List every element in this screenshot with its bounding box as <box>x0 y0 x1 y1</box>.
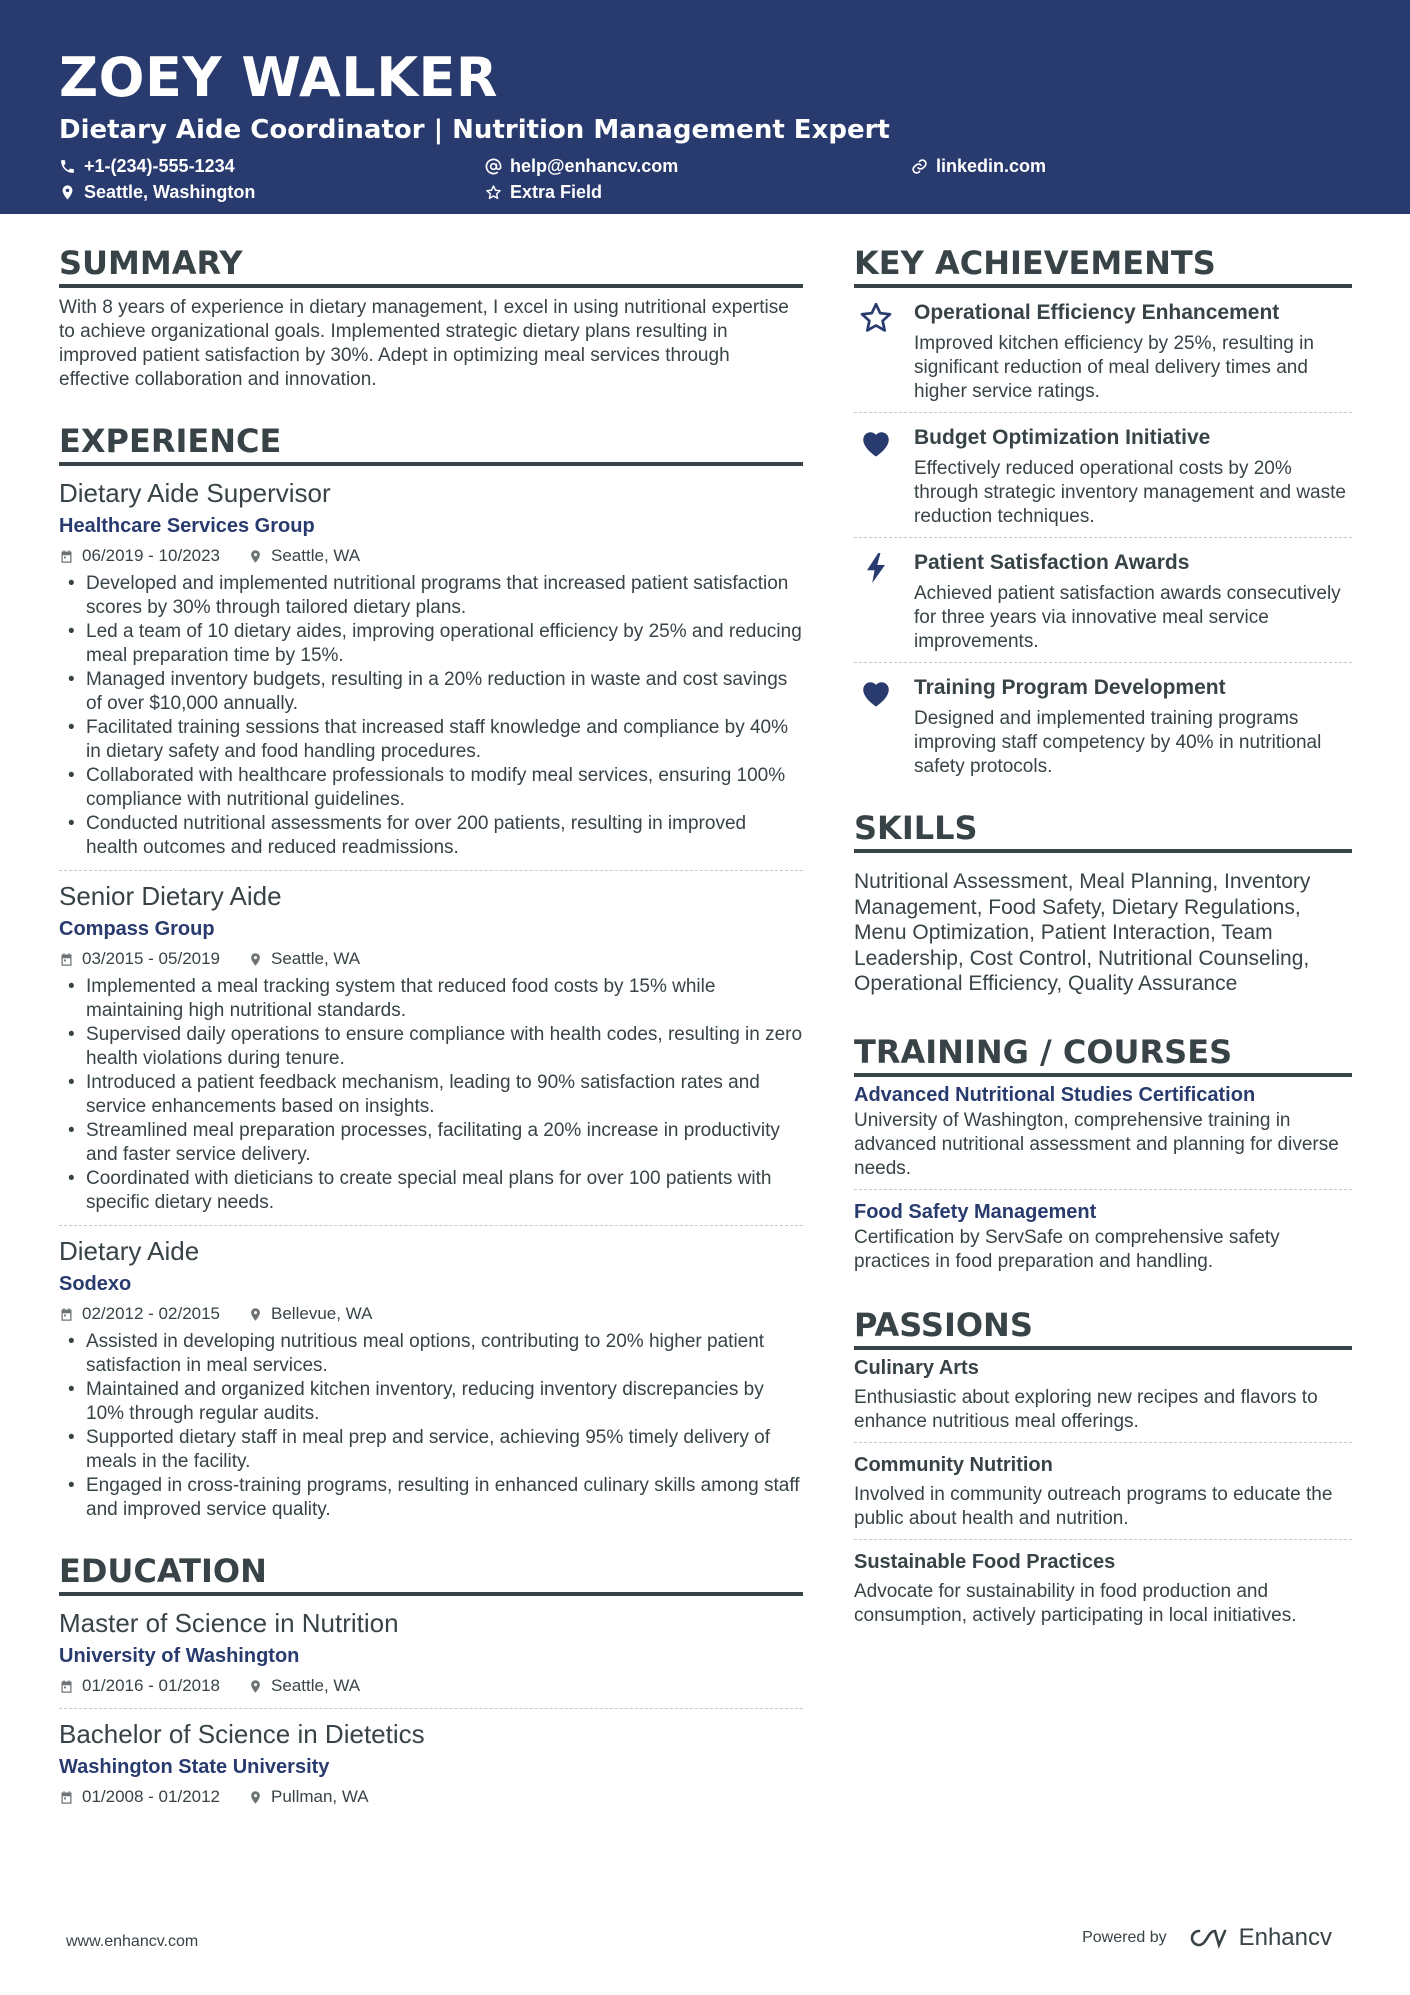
school-name: Washington State University <box>59 1756 330 1778</box>
contact-email[interactable] <box>485 154 678 178</box>
job-bullets <box>59 1330 803 1522</box>
job-dates: 06/2019 - 10/2023 <box>82 546 221 565</box>
phone-text: +1-(234)-555-1234 <box>84 156 235 176</box>
contact-extra <box>485 180 602 204</box>
achievement-desc: Improved kitchen efficiency by 25%, resulting in significant reduction of meal delivery times and higher service ratings. <box>914 333 1314 402</box>
job-title: Dietary Aide <box>59 1236 200 1266</box>
location-pin-icon <box>248 1679 263 1694</box>
job-dates: 03/2015 - 05/2019 <box>82 949 221 968</box>
experience-entry <box>59 1234 803 1532</box>
company-name: Compass Group <box>59 918 215 940</box>
passions-section <box>854 1304 1352 1636</box>
job-bullets <box>59 975 803 1215</box>
education-meta <box>59 1785 803 1809</box>
passion-item <box>854 1451 1352 1540</box>
degree-title: Bachelor of Science in Dietetics <box>59 1719 425 1749</box>
education-heading: EDUCATION <box>59 1550 803 1596</box>
job-title: Dietary Aide Supervisor <box>59 478 331 508</box>
achievements-heading: KEY ACHIEVEMENTS <box>854 242 1352 288</box>
contact-linkedin[interactable] <box>911 154 1046 178</box>
calendar-icon <box>59 1307 74 1322</box>
course-desc: University of Washington, comprehensive training in advanced nutritional assessment and planning for diverse needs. <box>854 1109 1339 1179</box>
location-pin-icon <box>248 549 263 564</box>
achievement-title: Patient Satisfaction Awards <box>914 551 1190 574</box>
location-pin-icon <box>248 952 263 967</box>
bullet-item: • Maintained and organized kitchen inventory, reducing inventory discrepancies by 10% through regular audits. <box>59 1378 803 1426</box>
location-text: Seattle, Washington <box>84 182 256 202</box>
contact-location <box>59 180 255 204</box>
star-icon <box>485 184 502 201</box>
education-meta <box>59 1674 803 1698</box>
achievement-desc: Designed and implemented training programs improving staff competency by 40% in nutritional safety protocols. <box>914 708 1322 777</box>
extra-text: Extra Field <box>510 182 603 202</box>
bullet-item: • Collaborated with healthcare professionals to modify meal services, ensuring 100% compliance with nutritional guidelines. <box>59 764 803 812</box>
passion-desc: Involved in community outreach programs to educate the public about health and nutrition. <box>854 1483 1333 1529</box>
summary-heading: SUMMARY <box>59 242 803 288</box>
location-pin-icon <box>248 1307 263 1322</box>
achievement-item <box>854 413 1352 538</box>
summary-section <box>59 242 803 392</box>
achievement-title: Training Program Development <box>914 676 1226 699</box>
location-pin-icon <box>59 184 76 201</box>
passion-title: Culinary Arts <box>854 1356 979 1379</box>
footer-url[interactable]: www.enhancv.com <box>66 1933 199 1950</box>
job-title: Senior Dietary Aide <box>59 881 282 911</box>
passions-heading: PASSIONS <box>854 1304 1352 1350</box>
education-dates: 01/2016 - 01/2018 <box>82 1676 221 1695</box>
education-section <box>59 1550 803 1819</box>
linkedin-text: linkedin.com <box>936 156 1047 176</box>
bullet-item: • Implemented a meal tracking system that reduced food costs by 15% while maintaining high nutritional standards. <box>59 975 803 1023</box>
calendar-icon <box>59 1790 74 1805</box>
brand-logo[interactable] <box>1185 1924 1332 1952</box>
heart-icon <box>858 425 894 461</box>
course-item <box>854 1198 1352 1282</box>
bullet-item: • Led a team of 10 dietary aides, improving operational efficiency by 25% and reducing meal preparation time by 15%. <box>59 620 803 668</box>
at-icon <box>485 158 502 175</box>
job-meta <box>59 1302 803 1326</box>
star-icon <box>858 300 894 336</box>
summary-text: With 8 years of experience in dietary management, I excel in using nutritional expertise to achieve organizational goals. Implemented strategic dietary plans resulting in improved patient satisfaction by 30%. Adept in optimizing meal services through effective collaboration and innovation. <box>59 297 789 390</box>
job-location: Seattle, WA <box>271 949 361 968</box>
education-dates: 01/2008 - 01/2012 <box>82 1787 221 1806</box>
bullet-item: • Streamlined meal preparation processes, facilitating a 20% increase in productivity and faster service delivery. <box>59 1119 803 1167</box>
candidate-name: ZOEY WALKER <box>59 46 499 109</box>
lightning-icon <box>858 550 894 586</box>
skills-heading: SKILLS <box>854 807 1352 853</box>
bullet-item: • Assisted in developing nutritious meal options, contributing to 20% higher patient satisfaction in meal services. <box>59 1330 803 1378</box>
calendar-icon <box>59 1679 74 1694</box>
passion-desc: Enthusiastic about exploring new recipes and flavors to enhance nutritious meal offerings. <box>854 1386 1318 1432</box>
passion-desc: Advocate for sustainability in food production and consumption, actively participating in local initiatives. <box>854 1580 1297 1626</box>
bullet-item: • Supported dietary staff in meal prep and service, achieving 95% timely delivery of meals in the facility. <box>59 1426 803 1474</box>
achievements-section <box>854 242 1352 787</box>
school-name: University of Washington <box>59 1645 300 1667</box>
achievement-desc: Effectively reduced operational costs by 20% through strategic inventory management and waste reduction techniques. <box>914 458 1346 527</box>
passion-title: Community Nutrition <box>854 1453 1053 1476</box>
experience-section <box>59 420 803 1532</box>
training-section <box>854 1031 1352 1282</box>
skills-section <box>854 807 1352 997</box>
achievement-item <box>854 288 1352 413</box>
company-name: Sodexo <box>59 1273 132 1295</box>
job-bullets <box>59 572 803 860</box>
passion-item <box>854 1354 1352 1443</box>
bullet-item: • Coordinated with dieticians to create special meal plans for over 100 patients with specific dietary needs. <box>59 1167 803 1215</box>
calendar-icon <box>59 952 74 967</box>
experience-heading: EXPERIENCE <box>59 420 803 466</box>
achievement-title: Operational Efficiency Enhancement <box>914 301 1280 324</box>
enhancv-logo-icon <box>1185 1925 1231 1951</box>
bullet-item: • Conducted nutritional assessments for over 200 patients, resulting in improved health outcomes and reduced readmissions. <box>59 812 803 860</box>
job-location: Seattle, WA <box>271 546 361 565</box>
bullet-item: • Supervised daily operations to ensure compliance with health codes, resulting in zero health violations during tenure. <box>59 1023 803 1071</box>
passion-title: Sustainable Food Practices <box>854 1550 1116 1573</box>
education-location: Seattle, WA <box>271 1676 361 1695</box>
course-title: Advanced Nutritional Studies Certification <box>854 1083 1256 1106</box>
course-item <box>854 1081 1352 1190</box>
experience-entry <box>59 476 803 871</box>
achievement-item <box>854 663 1352 787</box>
training-heading: TRAINING / COURSES <box>854 1031 1352 1077</box>
link-icon <box>911 158 928 175</box>
company-name: Healthcare Services Group <box>59 515 315 537</box>
skills-list: Nutritional Assessment, Meal Planning, Inventory Management, Food Safety, Dietary Regulations, Menu Optimization, Patient Interaction, Team Leadership, Cost Control, Nutritional Counseling, Operational Efficiency, Quality Assurance <box>854 870 1311 995</box>
education-location: Pullman, WA <box>271 1787 369 1806</box>
education-entry <box>59 1606 803 1709</box>
achievement-desc: Achieved patient satisfaction awards consecutively for three years via innovative meal service improvements. <box>914 583 1341 652</box>
course-title: Food Safety Management <box>854 1200 1097 1223</box>
bullet-item: • Developed and implemented nutritional programs that increased patient satisfaction scores by 30% through tailored dietary plans. <box>59 572 803 620</box>
course-desc: Certification by ServSafe on comprehensive safety practices in food preparation and handling. <box>854 1226 1280 1272</box>
powered-by-label: Powered by <box>1082 1929 1167 1946</box>
bullet-item: • Managed inventory budgets, resulting in a 20% reduction in waste and cost savings of over $10,000 annually. <box>59 668 803 716</box>
phone-icon <box>59 158 76 175</box>
experience-entry <box>59 879 803 1226</box>
degree-title: Master of Science in Nutrition <box>59 1608 399 1638</box>
left-column <box>59 242 803 1827</box>
footer-branding <box>1082 1924 1332 1952</box>
job-meta <box>59 544 803 568</box>
heart-icon <box>858 675 894 711</box>
education-entry <box>59 1717 803 1819</box>
right-column <box>854 242 1352 1644</box>
brand-name: Enhancv <box>1238 1924 1332 1951</box>
achievement-title: Budget Optimization Initiative <box>914 426 1211 449</box>
passion-item <box>854 1548 1352 1636</box>
job-meta <box>59 947 803 971</box>
bullet-item: • Introduced a patient feedback mechanism, leading to 90% satisfaction rates and service enhancements based on insights. <box>59 1071 803 1119</box>
contact-info <box>59 154 1351 214</box>
calendar-icon <box>59 549 74 564</box>
contact-phone[interactable] <box>59 154 235 178</box>
resume-header <box>0 0 1410 214</box>
bullet-item: • Facilitated training sessions that increased staff knowledge and compliance by 40% in dietary safety and food handling procedures. <box>59 716 803 764</box>
job-dates: 02/2012 - 02/2015 <box>82 1304 221 1323</box>
email-text: help@enhancv.com <box>510 156 679 176</box>
location-pin-icon <box>248 1790 263 1805</box>
candidate-headline: Dietary Aide Coordinator | Nutrition Management Expert <box>59 115 890 145</box>
bullet-item: • Engaged in cross-training programs, resulting in enhanced culinary skills among staff and improved service quality. <box>59 1474 803 1522</box>
job-location: Bellevue, WA <box>271 1304 373 1323</box>
achievement-item <box>854 538 1352 663</box>
